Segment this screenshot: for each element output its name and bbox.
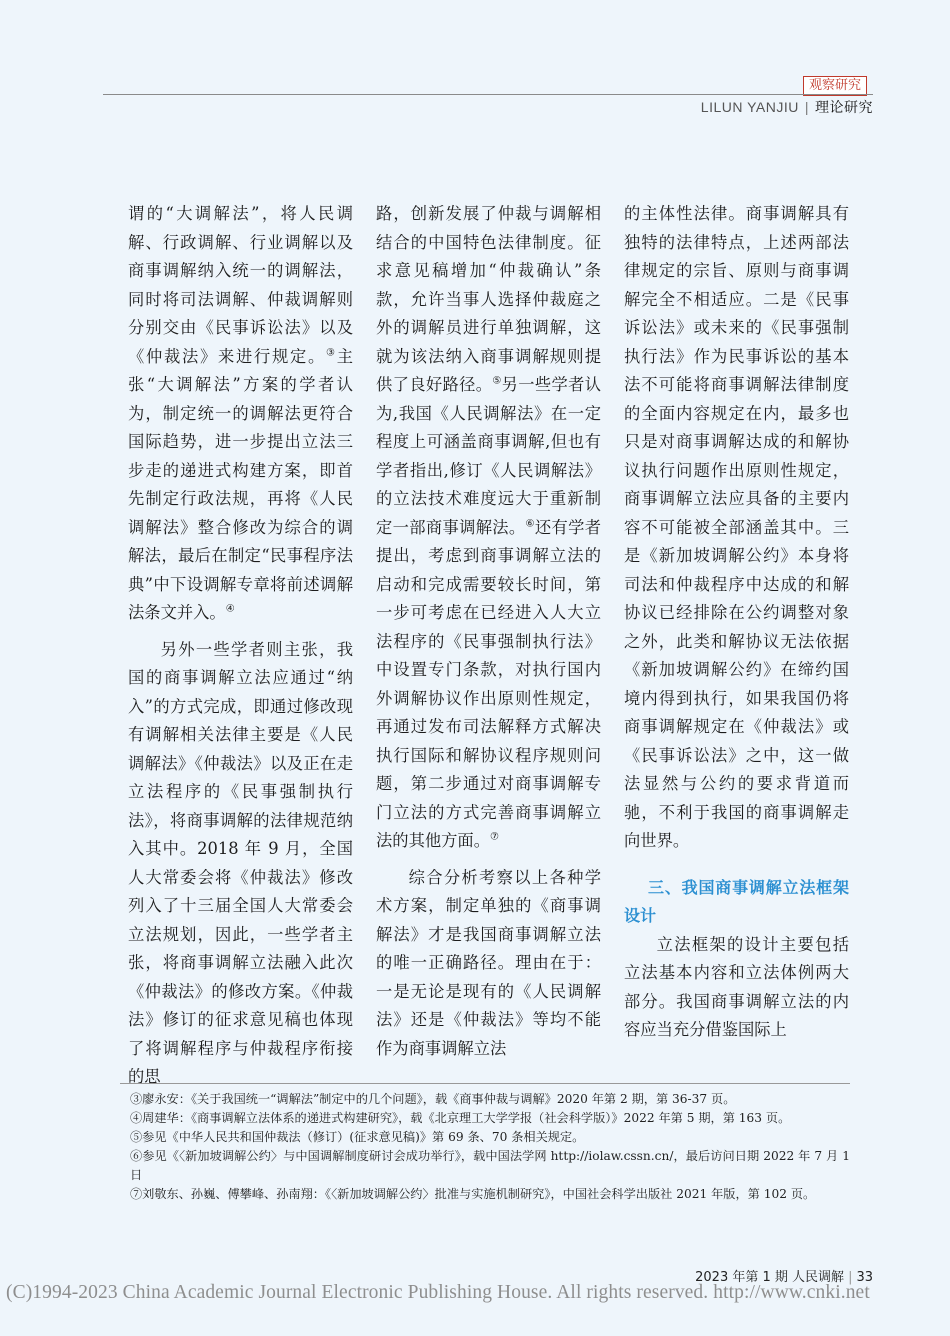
paragraph: 综合分析考察以上各种学术方案，制定单独的《商事调解法》才是我国商事调解立法的唯一正确路径。理由在于：一是无论是现有的《人民调解法》还是《仲裁法》等均不能作为商事调解立法 bbox=[376, 867, 601, 1058]
paragraph: 立法框架的设计主要包括立法基本内容和立法体例两大部分。我国商事调解立法的内容应当充分借鉴国际上 bbox=[624, 934, 849, 1039]
issue-label: 2023 年第 1 期 bbox=[695, 1270, 788, 1285]
paragraph: 的主体性法律。商事调解具有独特的法律特点，上述两部法律规定的宗旨、原则与商事调解完全不相适应。二是《民事诉讼法》或未来的《民事强制执行法》作为民事诉讼的基本法不可能将商事调解法律制度的全面内容规定在内，最多也只是对商事调解达成的和解协议执行问题作出原则性规定，商事调解立法应具备的主要内容不可能被全部涵盖其中。三是《新加坡调解公约》本身将司法和仲裁程序中达成的和解协议已经排除在公约调整对象之外，此类和解协议无法依据《新加坡调解公约》在缔约国境内得到执行，如果我国仍将商事调解规定在《仲裁法》或《民事诉讼法》之中，这一做法显然与公约的要求背道而驰，不利于我国的商事调解走向世界。 bbox=[624, 204, 849, 850]
footnote: ⑤参见《中华人民共和国仲裁法（修订）(征求意见稿)》第 69 条、70 条相关规定。 bbox=[130, 1130, 585, 1144]
section-tag: 观察研究 bbox=[803, 76, 867, 96]
text-column-2 bbox=[376, 200, 601, 1063]
section-title: 理论研究 bbox=[815, 100, 873, 116]
journal-latin-title: LILUN YANJIU bbox=[700, 99, 799, 115]
footnotes bbox=[130, 1090, 850, 1204]
section-heading: 三、我国商事调解立法框架设计 bbox=[624, 877, 849, 925]
footnote-ref[interactable]: ⑤ bbox=[492, 375, 502, 387]
paragraph: 另外一些学者则主张，我国的商事调解立法应通过“纳入”的方式完成，即通过修改现有调解相关法律主要是《人民调解法》《仲裁法》以及正在走立法程序的《民事强制执行法》，将商事调解的法律规范纳入其中。2018 年 9 月，全国人大常委会将《仲裁法》修改列入了十三届全国人大常委会立法规划，因此，一些学者主张，将商事调解立法融入此次《仲裁法》的修改方案。《仲裁法》修订的征求意见稿也体现了将调解程序与仲裁程序衔接的思 bbox=[128, 639, 353, 1086]
journal-name: 人民调解 bbox=[792, 1270, 845, 1285]
text-column-3 bbox=[624, 200, 849, 1045]
footnote-ref[interactable]: ⑥ bbox=[525, 518, 535, 530]
footnote: ⑦刘敬东、孙巍、傅攀峰、孙南翔：《〈新加坡调解公约〉批准与实施机制研究》，中国社会科学出版社 2021 年版，第 102 页。 bbox=[130, 1187, 816, 1201]
text-column-1 bbox=[128, 200, 353, 1092]
footnote: ⑥参见《〈新加坡调解公约〉与中国调解制度研讨会成功举行》，载中国法学网 http://iolaw.cssn.cn/，最后访问日期 2022 年 7 月 1 日 bbox=[130, 1149, 850, 1182]
footnote-rule bbox=[120, 1083, 850, 1084]
paragraph: 谓的“大调解法”，将人民调解、行政调解、行业调解以及商事调解纳入统一的调解法，同时将司法调解、仲裁调解则分别交由《民事诉讼法》以及《仲裁法》来进行规定。③主张“大调解法”方案的学者认为，制定统一的调解法更符合国际趋势，进一步提出立法三步走的递进式构建方案，即首先制定行政法规，再将《人民调解法》整合修改为综合的调解法，最后在制定“民事程序法典”中下设调解专章将前述调解法条文并入。④ bbox=[128, 204, 353, 622]
page-number: 33 bbox=[856, 1270, 873, 1285]
running-header bbox=[701, 97, 873, 117]
footnote: ③廖永安：《关于我国统一“调解法”制定中的几个问题》，载《商事仲裁与调解》2020 年第 2 期，第 36-37 页。 bbox=[130, 1092, 736, 1106]
footer-divider: | bbox=[848, 1270, 853, 1285]
header-rule bbox=[103, 94, 873, 95]
footnote-ref[interactable]: ④ bbox=[225, 603, 235, 615]
copyright-notice: (C)1994-2023 China Academic Journal Electronic Publishing House. All rights reserved. http://www.cnki.net bbox=[6, 1282, 870, 1303]
footnote-ref[interactable]: ③ bbox=[326, 347, 337, 359]
footnote-ref[interactable]: ⑦ bbox=[489, 831, 499, 843]
header-divider: | bbox=[804, 99, 809, 115]
paragraph: 路，创新发展了仲裁与调解相结合的中国特色法律制度。征求意见稿增加“仲裁确认”条款，允许当事人选择仲裁庭之外的调解员进行单独调解，这就为该法纳入商事调解规则提供了良好路径。⑤另一些学者认为,我国《人民调解法》在一定程度上可涵盖商事调解,但也有学者指出,修订《人民调解法》的立法技术难度远大于重新制定一部商事调解法。⑥还有学者提出，考虑到商事调解立法的启动和完成需要较长时间，第一步可考虑在已经进入人大立法程序的《民事强制执行法》中设置专门条款，对执行国内外调解协议作出原则性规定，再通过发布司法解释方式解决执行国际和解协议程序规则问题，第二步通过对商事调解专门立法的方式完善商事调解立法的其他方面。⑦ bbox=[376, 204, 601, 850]
footnote: ④周建华：《商事调解立法体系的递进式构建研究》，载《北京理工大学学报（社会科学版）》2022 年第 5 期，第 163 页。 bbox=[130, 1111, 791, 1125]
